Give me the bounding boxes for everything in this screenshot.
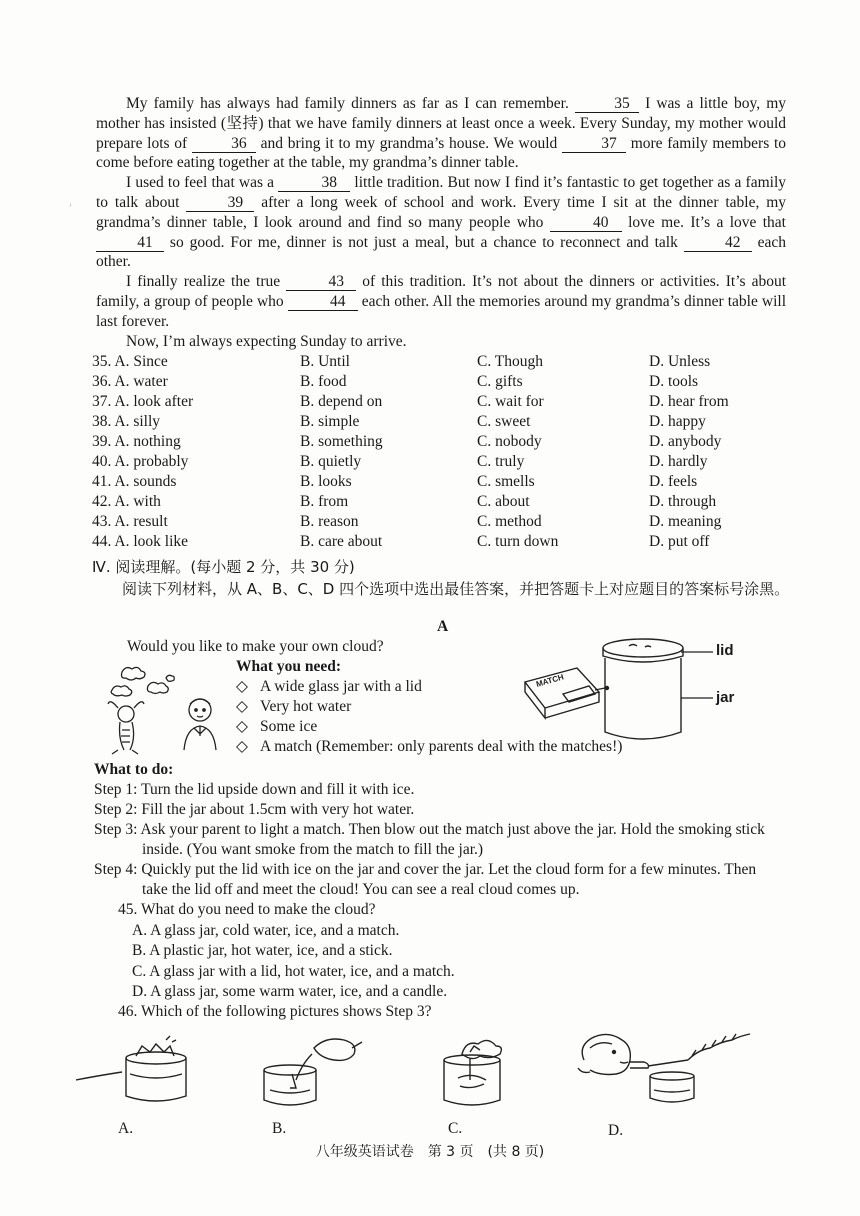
diamond-icon: ◇	[236, 698, 248, 715]
label-lid: lid	[716, 642, 734, 659]
blank-43: 43	[286, 274, 356, 291]
cloze-passage	[96, 94, 786, 351]
option-row-39: 39. A. nothing B. something C. nobody D. anybody	[92, 433, 722, 450]
blank-44: 44	[288, 294, 358, 311]
match-box-label: MATCH	[535, 672, 565, 689]
blank-42: 42	[684, 235, 752, 252]
cloze-options	[92, 352, 792, 552]
picture-label-a: A.	[118, 1120, 134, 1137]
section-4-header	[92, 556, 792, 600]
step-4: Step 4: Quickly put the lid with ice on the jar and cover the jar. Let the cloud form for a few minutes. Then take the lid off and meet the cloud! You can see a real cloud comes up.	[94, 861, 757, 898]
cloze-paragraph-3: I finally realize the true 43 of this tradition. It’s not about the dinners or activities. It’s about family, a group of people who 44 each other. All the memories around my grandma’s dinner table will last forever.	[96, 273, 787, 330]
diamond-icon: ◇	[236, 738, 248, 755]
question-45	[118, 900, 455, 1003]
diamond-icon: ◇	[236, 718, 248, 735]
option-row-40: 40. A. probably B. quietly C. truly D. hardly	[92, 453, 708, 470]
blank-37: 37	[562, 136, 626, 153]
question-45-option-d: D. A glass jar, some warm water, ice, and a candle.	[132, 983, 448, 1000]
need-title: What you need:	[236, 658, 342, 675]
picture-label-d: D.	[608, 1122, 624, 1139]
cloze-paragraph-1: My family has always had family dinners as far as I can remember. 35 I was a little boy, my mother has insisted (坚持) that we have family dinners at least once a week. Every Sunday, my mother would prepare lots of 36 and bring it to my grandma’s house. We would 37 more family members to come before eating together at the table, my grandma’s dinner table.	[96, 95, 787, 172]
need-item: ◇ Some ice	[236, 718, 318, 735]
blank-40: 40	[550, 215, 622, 232]
picture-b-pouring-water	[252, 1034, 382, 1110]
label-jar: jar	[716, 689, 735, 706]
blank-39: 39	[186, 195, 254, 212]
picture-d-blowing-match	[576, 1032, 756, 1110]
question-46-pictures	[76, 1034, 756, 1139]
passage-intro: Would you like to make your own cloud?	[127, 638, 384, 655]
blank-41: 41	[96, 235, 164, 252]
cloze-paragraph-4: Now, I’m always expecting Sunday to arrive.	[126, 332, 407, 350]
question-45-option-c: C. A glass jar with a lid, hot water, ice, and a match.	[132, 962, 455, 980]
question-45-option-b: B. A plastic jar, hot water, ice, and a stick.	[132, 942, 393, 959]
option-row-43: 43. A. result B. reason C. method D. meaning	[92, 513, 722, 530]
step-2: Step 2: Fill the jar about 1.5cm with very hot water.	[94, 801, 415, 818]
blank-35: 35	[575, 96, 639, 113]
option-row-37: 37. A. look after B. depend on C. wait for D. hear from	[92, 393, 729, 410]
diamond-icon: ◇	[236, 678, 248, 695]
todo-title: What to do:	[94, 761, 174, 778]
option-row-41: 41. A. sounds B. looks C. smells D. feels	[92, 473, 698, 490]
section-4-title: Ⅳ. 阅读理解。(每小题 2 分，共 30 分)	[92, 558, 355, 576]
passage-letter: A	[437, 618, 449, 635]
cloze-paragraph-2: I used to feel that was a 38 little tradition. But now I find it’s fantastic to get together as a family to talk about 39 after a long week of school and work. Every time I sit at the dinner table, my grandma’s dinner table, I look around and find so many people who 40 love me. It’s a love that 41 so good. For me, dinner is not just a meal, but a chance to reconnect and talk 42 each other.	[96, 174, 787, 271]
picture-c-smoking-jar	[438, 1034, 518, 1110]
page-footer: 八年级英语试卷 第 3 页 (共 8 页)	[315, 1144, 545, 1160]
picture-a-jar-with-ice	[76, 1034, 196, 1110]
blank-38: 38	[278, 175, 350, 192]
need-item: ◇ Very hot water	[236, 698, 352, 715]
option-row-35: 35. A. Since B. Until C. Though D. Unless	[92, 353, 711, 370]
picture-label-c: C.	[448, 1120, 463, 1137]
option-row-44: 44. A. look like B. care about C. turn down D. put off	[92, 533, 710, 550]
need-item: ◇ A wide glass jar with a lid	[236, 678, 422, 695]
section-4-instruction: 阅读下列材料，从 A、B、C、D 四个选项中选出最佳答案，并把答题卡上对应题目的答案标号涂黑。	[122, 580, 790, 598]
option-row-42: 42. A. with B. from C. about D. through	[92, 493, 717, 510]
jar-and-match-illustration	[515, 634, 715, 746]
picture-label-b: B.	[272, 1120, 287, 1137]
blank-36: 36	[192, 136, 256, 153]
step-1: Step 1: Turn the lid upside down and fill it with ice.	[94, 781, 415, 798]
question-46-stem: 46. Which of the following pictures shows Step 3?	[118, 1003, 432, 1020]
what-to-do	[94, 760, 774, 900]
question-45-option-a: A. A glass jar, cold water, ice, and a match.	[132, 921, 400, 939]
need-item: ◇ A match (Remember: only parents deal with the matches!)	[236, 738, 623, 755]
question-45-stem: 45. What do you need to make the cloud?	[118, 901, 376, 918]
scan-speck: '	[70, 203, 72, 212]
kids-cloud-illustration	[104, 664, 234, 756]
option-row-38: 38. A. silly B. simple C. sweet D. happy	[92, 413, 706, 430]
option-row-36: 36. A. water B. food C. gifts D. tools	[92, 373, 699, 390]
step-3: Step 3: Ask your parent to light a match. Then blow out the match just above the jar. Hold the smoking stick inside. (You want smoke from the match to fill the jar.)	[94, 821, 765, 858]
